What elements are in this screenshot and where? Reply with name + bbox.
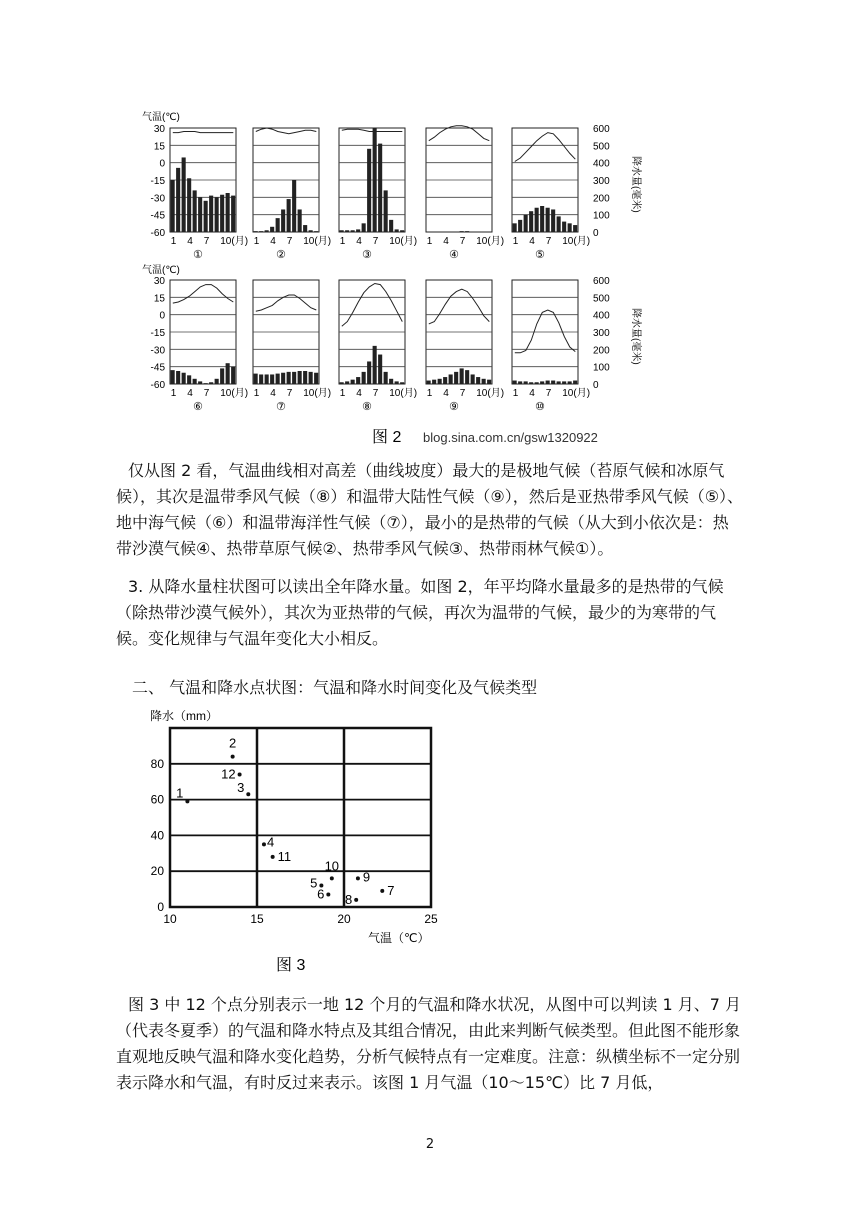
precip-bar [220, 368, 224, 384]
precip-bar [303, 371, 307, 384]
temperature-curve [342, 129, 403, 131]
precip-bar [524, 381, 528, 384]
precip-tick-label: 600 [593, 276, 610, 287]
precip-bar [529, 382, 533, 384]
x-axis-label: 气温（℃） [368, 931, 430, 945]
climate-panel [170, 280, 248, 413]
temperature-curve [429, 289, 490, 324]
temp-precip-scatter-chart [140, 704, 460, 976]
precip-bar [518, 220, 522, 232]
panel-label: ④ [449, 249, 459, 261]
precip-bar [471, 374, 475, 384]
month-tick-label: 7 [203, 388, 210, 399]
temp-tick-label: 0 [159, 158, 165, 170]
plot-frame [170, 728, 431, 907]
precip-bar [476, 377, 480, 384]
precip-bar [460, 231, 464, 232]
precip-bar [270, 374, 274, 384]
precip-bar [276, 218, 280, 232]
precip-bar [557, 381, 561, 384]
month-tick-label: 4 [529, 236, 535, 247]
month-tick-label: 7 [203, 236, 210, 247]
point-label: 6 [317, 886, 325, 902]
precip-bar [298, 371, 302, 384]
precip-bar [198, 381, 202, 384]
temp-tick-label: 15 [153, 293, 165, 305]
panel-label: ⑦ [276, 401, 286, 413]
precip-bar [362, 223, 366, 232]
precip-bar [513, 381, 517, 384]
month-point [326, 892, 330, 896]
precip-tick-label: 0 [593, 380, 599, 391]
month-tick-label: 7 [286, 236, 293, 247]
month-tick-label: 7 [372, 236, 379, 247]
precip-bar [270, 227, 274, 232]
month-tick-label: 10(月) [389, 388, 418, 399]
precip-bar [546, 208, 550, 232]
precip-bar [568, 381, 572, 384]
month-tick-label: 7 [545, 388, 552, 399]
climate-panel [339, 128, 417, 261]
precip-bar [562, 381, 566, 384]
precip-bar [465, 370, 469, 384]
precip-axis-title-text: 降水量(毫米) [630, 156, 641, 213]
climate-panel [512, 128, 590, 261]
temperature-curve [515, 133, 576, 162]
precip-bar [557, 216, 561, 232]
precip-bar [187, 178, 191, 232]
month-point [354, 898, 358, 902]
precip-bar [454, 372, 458, 384]
month-tick-label: 1 [170, 236, 177, 247]
month-tick-label: 7 [286, 388, 293, 399]
point-label: 3 [237, 780, 245, 796]
month-point [262, 842, 266, 846]
panel-label: ⑨ [449, 401, 459, 413]
precip-bar [231, 196, 235, 232]
temp-tick-label: 30 [153, 124, 165, 135]
precip-bar [524, 215, 528, 232]
month-point [380, 889, 384, 893]
panel-label: ⑩ [535, 401, 545, 413]
precip-bar [193, 190, 197, 232]
temperature-curve [342, 284, 403, 327]
temp-tick-label: -15 [150, 328, 165, 339]
point-label: 9 [362, 869, 371, 885]
month-point [330, 876, 334, 880]
temp-tick-label: -60 [150, 228, 165, 239]
precip-bar [314, 231, 318, 232]
month-tick-label: 4 [356, 388, 362, 399]
precip-bar [389, 220, 393, 232]
month-point [238, 773, 242, 777]
precip-bar [449, 374, 453, 384]
precip-tick-label: 500 [593, 141, 610, 153]
figure2-caption: 图 2 [372, 429, 402, 446]
precip-bar [356, 229, 360, 232]
month-tick-label: 10(月) [562, 388, 591, 399]
precip-bar [340, 382, 344, 384]
precip-bar [226, 363, 230, 384]
precip-bar [314, 373, 318, 384]
climate-panel [426, 280, 504, 413]
temp-tick-label: 30 [153, 276, 165, 287]
precip-bar [254, 231, 258, 232]
precip-bar [209, 196, 213, 232]
y-tick-label: 80 [150, 756, 164, 771]
precip-bar [171, 180, 175, 232]
precip-bar [292, 180, 296, 232]
climate-panel [426, 126, 504, 261]
month-tick-label: 7 [545, 236, 552, 247]
temp-tick-label: -45 [150, 210, 165, 222]
climate-panel [253, 280, 331, 413]
point-label: 11 [277, 848, 292, 864]
precip-bar [400, 382, 404, 384]
month-tick-label: 4 [529, 388, 535, 399]
month-tick-label: 7 [459, 236, 466, 247]
precip-bar [276, 374, 280, 384]
precip-tick-label: 300 [593, 328, 610, 339]
precip-bar [384, 372, 388, 384]
section-heading-2: 二、 气温和降水点状图：气温和降水时间变化及气候类型 [132, 678, 538, 697]
precip-bar [182, 157, 186, 232]
precip-bar [345, 381, 349, 384]
x-tick-label: 25 [424, 912, 438, 926]
temp-tick-label: -45 [150, 362, 165, 374]
precip-bar [443, 377, 447, 384]
precip-bar [231, 367, 235, 384]
precip-bar [551, 381, 555, 384]
paragraph-precipitation: 3. 从降水量柱状图可以读出全年降水量。如图 2，年平均降水量最多的是热带的气候（除热带沙漠气候外），其次为亚热带的气候，再次为温带的气候，最少的为寒带的气候。变化规律与气温年变化大小相反。 [116, 577, 724, 648]
precip-bar [529, 211, 533, 232]
temp-axis-title-row2: 气温(℃) [142, 265, 180, 276]
precip-bar [568, 223, 572, 232]
precip-bar [395, 229, 399, 232]
precip-bar [340, 230, 344, 232]
x-tick-label: 20 [337, 912, 351, 926]
x-tick-label: 15 [250, 912, 264, 926]
month-point [231, 755, 235, 759]
precip-bar [573, 225, 577, 232]
precip-bar [518, 381, 522, 384]
precip-bar [367, 149, 371, 232]
y-tick-label: 40 [150, 828, 164, 843]
precip-bar [562, 222, 566, 232]
precip-bar [259, 374, 263, 384]
precip-bar [281, 373, 285, 384]
month-tick-label: 1 [339, 388, 346, 399]
precip-bar [204, 383, 208, 384]
precip-bar [198, 197, 202, 232]
precip-bar [309, 230, 313, 232]
precip-bar [345, 230, 349, 232]
point-label: 4 [266, 834, 275, 850]
precip-tick-label: 100 [593, 210, 610, 222]
precip-bar [378, 144, 382, 232]
precip-bar [551, 209, 555, 232]
month-tick-label: 7 [372, 388, 379, 399]
page-number: 2 [425, 1137, 435, 1152]
month-point [246, 792, 250, 796]
temperature-curve [173, 132, 234, 133]
month-tick-label: 1 [170, 388, 177, 399]
precip-bar [465, 231, 469, 232]
month-tick-label: 4 [187, 388, 193, 399]
precip-bar [287, 199, 291, 232]
precip-axis-title-row2 [630, 308, 643, 365]
month-tick-label: 1 [253, 236, 260, 247]
precip-tick-label: 100 [593, 362, 610, 374]
month-tick-label: 4 [270, 236, 276, 247]
precip-bar [351, 230, 355, 232]
temp-axis-title-row1: 气温(℃) [142, 112, 180, 123]
temp-tick-label: -60 [150, 380, 165, 391]
month-point [356, 876, 360, 880]
precip-bar [298, 209, 302, 232]
precip-bar [204, 201, 208, 232]
month-tick-label: 10(月) [476, 236, 505, 247]
precip-bar [215, 197, 219, 232]
precip-bar [540, 206, 544, 232]
temperature-curve [256, 128, 316, 134]
watermark: blog.sina.com.cn/gsw1320922 [423, 430, 598, 445]
precip-bar [187, 375, 191, 384]
month-tick-label: 4 [443, 388, 449, 399]
panel-label: ⑤ [535, 249, 545, 261]
month-tick-label: 10(月) [220, 388, 249, 399]
x-tick-label: 10 [163, 912, 177, 926]
precip-tick-label: 400 [593, 158, 610, 170]
paragraph-scatter-explanation: 图 3 中 12 个点分别表示一地 12 个月的气温和降水状况，从图中可以判读 1 月、7 月（代表冬夏季）的气温和降水特点及其组合情况，由此来判断气候类型。但此图不能形象直观地反映气温和降水变化趋势，分析气候特点有一定难度。注意：纵横坐标不一定分别表示降水和气温，有时反过来表示。该图 1 月气温（10～15℃）比 7 月低， [116, 995, 742, 1092]
temp-tick-label: 15 [153, 141, 165, 153]
precip-bar [292, 372, 296, 384]
climate-panel [339, 280, 417, 413]
month-tick-label: 1 [426, 236, 433, 247]
panel-label: ② [276, 249, 286, 261]
month-tick-label: 1 [253, 388, 260, 399]
precip-bar [182, 373, 186, 384]
precip-bar [259, 231, 263, 232]
precip-bar [487, 380, 491, 384]
precip-bar [438, 379, 442, 384]
climate-panel [253, 128, 331, 261]
month-tick-label: 4 [443, 236, 449, 247]
precip-bar [362, 372, 366, 384]
precip-bar [171, 370, 175, 384]
precip-bar [482, 379, 486, 384]
precip-bar [215, 379, 219, 384]
precip-bar [432, 380, 436, 384]
precip-bar [378, 355, 382, 384]
precip-bar [209, 382, 213, 384]
temp-tick-label: -30 [150, 193, 165, 205]
precip-tick-label: 0 [593, 228, 599, 239]
precip-bar [351, 380, 355, 384]
precip-axis-title-row1 [630, 156, 643, 213]
precip-tick-label: 400 [593, 310, 610, 322]
temp-tick-label: -30 [150, 345, 165, 357]
point-label: 2 [229, 735, 237, 751]
precip-bar [254, 374, 258, 384]
point-label: 7 [387, 882, 395, 898]
temp-tick-label: 0 [159, 310, 165, 322]
precip-bar [460, 368, 464, 384]
month-tick-label: 10(月) [389, 236, 418, 247]
panel-label: ⑧ [362, 401, 372, 413]
month-tick-label: 4 [270, 388, 276, 399]
figure3-caption: 图 3 [276, 957, 306, 974]
y-tick-label: 20 [150, 864, 164, 879]
precip-bar [546, 381, 550, 384]
panel-label: ③ [362, 249, 372, 261]
month-tick-label: 1 [339, 236, 346, 247]
month-point [271, 855, 275, 859]
precip-bar [389, 379, 393, 384]
month-tick-label: 1 [512, 388, 519, 399]
point-label: 1 [176, 785, 184, 801]
precip-bar [265, 374, 269, 384]
y-tick-label: 60 [150, 792, 164, 807]
month-tick-label: 4 [356, 236, 362, 247]
precip-bar [303, 225, 307, 232]
y-tick-label: 0 [157, 900, 164, 914]
point-label: 8 [344, 891, 353, 907]
precip-bar [220, 195, 224, 232]
precip-bar [573, 381, 577, 384]
month-tick-label: 10(月) [303, 388, 332, 399]
climate-charts-figure [140, 108, 670, 453]
temp-tick-label: -15 [150, 176, 165, 187]
precip-bar [384, 190, 388, 232]
precip-axis-title-text: 降水量(毫米) [630, 308, 641, 365]
temperature-curve [515, 310, 576, 353]
precip-bar [400, 230, 404, 232]
precip-tick-label: 300 [593, 176, 610, 187]
precip-bar [535, 208, 539, 232]
precip-bar [176, 168, 180, 232]
precip-bar [373, 128, 377, 232]
precip-tick-label: 200 [593, 193, 610, 205]
precip-bar [427, 381, 431, 384]
month-tick-label: 1 [426, 388, 433, 399]
month-tick-label: 10(月) [476, 388, 505, 399]
precip-bar [535, 382, 539, 384]
precip-bar [367, 361, 371, 384]
precip-bar [309, 372, 313, 384]
point-label: 5 [310, 875, 318, 891]
panel-label: ① [193, 249, 203, 261]
precip-tick-label: 200 [593, 345, 610, 357]
climate-panel [512, 280, 590, 413]
point-label: 10 [324, 858, 340, 874]
month-tick-label: 10(月) [303, 236, 332, 247]
temperature-curve [173, 285, 234, 304]
climate-panel [170, 128, 248, 261]
precip-bar [176, 371, 180, 384]
precip-bar [193, 379, 197, 384]
month-point [185, 799, 189, 803]
paragraph-temperature-range: 仅从图 2 看，气温曲线相对高差（曲线坡度）最大的是极地气候（苔原气候和冰原气候），其次是温带季风气候（⑧）和温带大陆性气候（⑨），然后是亚热带季风气候（⑤）、地中海气候（⑥）和温带海洋性气候（⑦），最小的是热带的气候（从大到小依次是：热带沙漠气候④、热带草原气候②、热带季风气候③、热带雨林气候①）。 [116, 461, 744, 558]
precip-bar [226, 193, 230, 232]
panel-label: ⑥ [193, 401, 203, 413]
precip-tick-label: 500 [593, 293, 610, 305]
precip-bar [356, 377, 360, 384]
precip-bar [373, 346, 377, 384]
month-tick-label: 7 [459, 388, 466, 399]
precip-tick-label: 600 [593, 124, 610, 135]
precip-bar [287, 372, 291, 384]
precip-bar [395, 381, 399, 384]
month-tick-label: 1 [512, 236, 519, 247]
precip-bar [281, 209, 285, 232]
precip-bar [540, 381, 544, 384]
month-tick-label: 4 [187, 236, 193, 247]
precip-bar [513, 223, 517, 232]
point-label: 12 [221, 766, 236, 782]
precip-bar [265, 230, 269, 232]
month-tick-label: 10(月) [562, 236, 591, 247]
y-axis-label: 降水（mm） [150, 709, 218, 723]
month-tick-label: 10(月) [220, 236, 249, 247]
